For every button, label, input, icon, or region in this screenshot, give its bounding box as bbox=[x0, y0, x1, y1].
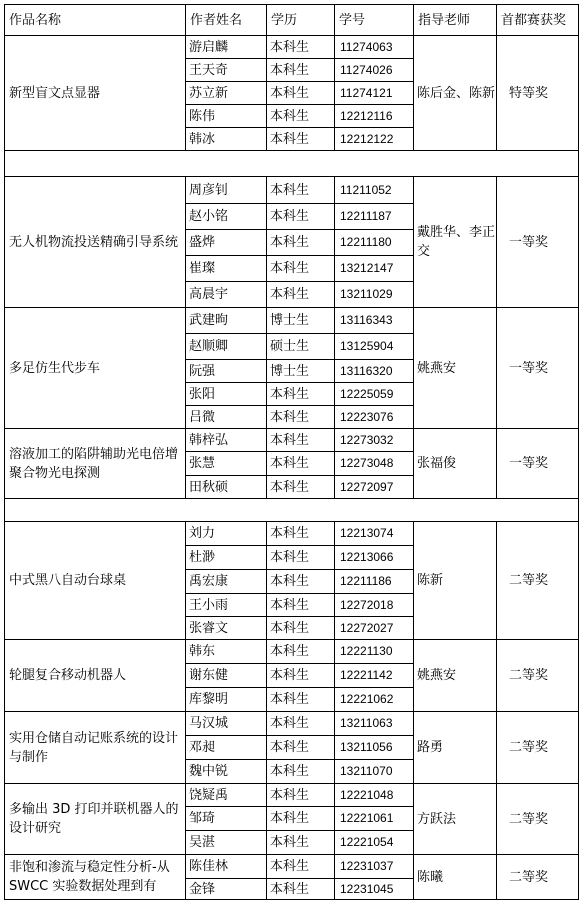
table-row bbox=[5, 429, 579, 452]
member-name: 马汉城 bbox=[186, 712, 267, 736]
member-student-id: 13211070 bbox=[335, 760, 414, 784]
member-name: 韩梓弘 bbox=[186, 429, 267, 452]
project-award: 二等奖 bbox=[497, 640, 579, 712]
project-advisor: 方跃法 bbox=[414, 784, 497, 855]
member-degree: 本科生 bbox=[267, 204, 335, 230]
header-award: 首都赛获奖 bbox=[497, 5, 579, 36]
member-student-id: 12212122 bbox=[335, 128, 414, 151]
table-row bbox=[5, 712, 579, 736]
member-student-id: 13211056 bbox=[335, 736, 414, 760]
member-student-id: 12221062 bbox=[335, 688, 414, 712]
member-degree: 本科生 bbox=[267, 282, 335, 308]
member-student-id: 12211186 bbox=[335, 570, 414, 594]
member-student-id: 12273048 bbox=[335, 452, 414, 476]
member-name: 崔璨 bbox=[186, 256, 267, 282]
member-student-id: 12231037 bbox=[335, 855, 414, 879]
project-award: 一等奖 bbox=[497, 177, 579, 308]
table-row bbox=[5, 855, 579, 879]
member-student-id: 13211063 bbox=[335, 712, 414, 736]
separator-cell bbox=[5, 151, 579, 177]
member-name: 盛烨 bbox=[186, 230, 267, 256]
project-title: 新型盲文点显器 bbox=[5, 36, 186, 151]
member-student-id: 12223076 bbox=[335, 406, 414, 429]
table-row bbox=[5, 522, 579, 546]
member-degree: 本科生 bbox=[267, 383, 335, 406]
header-row bbox=[5, 5, 579, 36]
member-name: 谢东健 bbox=[186, 664, 267, 688]
member-student-id: 12231045 bbox=[335, 879, 414, 900]
project-advisor: 姚燕安 bbox=[414, 640, 497, 712]
separator-row bbox=[5, 151, 579, 177]
project-advisor: 张福俊 bbox=[414, 429, 497, 499]
member-student-id: 11211052 bbox=[335, 177, 414, 204]
member-degree: 本科生 bbox=[267, 760, 335, 784]
member-name: 吕微 bbox=[186, 406, 267, 429]
member-student-id: 12221061 bbox=[335, 807, 414, 831]
member-name: 王天奇 bbox=[186, 59, 267, 82]
member-degree: 本科生 bbox=[267, 664, 335, 688]
member-degree: 本科生 bbox=[267, 617, 335, 640]
member-name: 苏立新 bbox=[186, 82, 267, 105]
member-degree: 本科生 bbox=[267, 522, 335, 546]
member-degree: 本科生 bbox=[267, 831, 335, 855]
member-degree: 博士生 bbox=[267, 360, 335, 383]
member-name: 杜渺 bbox=[186, 546, 267, 570]
member-student-id: 13116343 bbox=[335, 308, 414, 334]
member-student-id: 13125904 bbox=[335, 334, 414, 360]
member-student-id: 12272018 bbox=[335, 594, 414, 617]
project-title: 非饱和渗流与稳定性分析-从 SWCC 实验数据处理到有 bbox=[5, 855, 186, 900]
member-student-id: 12211180 bbox=[335, 230, 414, 256]
member-degree: 本科生 bbox=[267, 570, 335, 594]
award-table bbox=[4, 4, 579, 900]
project-award: 一等奖 bbox=[497, 308, 579, 429]
member-degree: 本科生 bbox=[267, 406, 335, 429]
member-degree: 本科生 bbox=[267, 855, 335, 879]
project-title: 多足仿生代步车 bbox=[5, 308, 186, 429]
member-name: 吴湛 bbox=[186, 831, 267, 855]
project-award: 特等奖 bbox=[497, 36, 579, 151]
header-advisor: 指导老师 bbox=[414, 5, 497, 36]
project-advisor: 姚燕安 bbox=[414, 308, 497, 429]
member-degree: 本科生 bbox=[267, 452, 335, 476]
header-degree: 学历 bbox=[267, 5, 335, 36]
member-degree: 本科生 bbox=[267, 546, 335, 570]
member-name: 陈佳林 bbox=[186, 855, 267, 879]
project-advisor: 戴胜华、李正交 bbox=[414, 177, 497, 308]
award-table-body bbox=[5, 5, 579, 900]
member-name: 邓昶 bbox=[186, 736, 267, 760]
member-name: 库黎明 bbox=[186, 688, 267, 712]
member-name: 张慧 bbox=[186, 452, 267, 476]
member-student-id: 12211187 bbox=[335, 204, 414, 230]
member-degree: 本科生 bbox=[267, 105, 335, 128]
member-student-id: 12221048 bbox=[335, 784, 414, 807]
project-title: 多输出 3D 打印并联机器人的设计研究 bbox=[5, 784, 186, 855]
header-author-name: 作者姓名 bbox=[186, 5, 267, 36]
separator-row bbox=[5, 499, 579, 522]
table-row bbox=[5, 36, 579, 59]
member-degree: 本科生 bbox=[267, 879, 335, 900]
member-name: 阮强 bbox=[186, 360, 267, 383]
member-degree: 本科生 bbox=[267, 688, 335, 712]
member-degree: 本科生 bbox=[267, 784, 335, 807]
table-row bbox=[5, 640, 579, 664]
member-student-id: 12272027 bbox=[335, 617, 414, 640]
member-degree: 本科生 bbox=[267, 807, 335, 831]
project-title: 溶液加工的陷阱辅助光电倍增聚合物光电探测 bbox=[5, 429, 186, 499]
member-degree: 本科生 bbox=[267, 429, 335, 452]
project-title: 无人机物流投送精确引导系统 bbox=[5, 177, 186, 308]
member-degree: 硕士生 bbox=[267, 334, 335, 360]
header-student-id: 学号 bbox=[335, 5, 414, 36]
member-student-id: 13211029 bbox=[335, 282, 414, 308]
member-student-id: 12213066 bbox=[335, 546, 414, 570]
member-student-id: 11274121 bbox=[335, 82, 414, 105]
member-degree: 本科生 bbox=[267, 36, 335, 59]
member-name: 陈伟 bbox=[186, 105, 267, 128]
project-title: 实用仓储自动记账系统的设计与制作 bbox=[5, 712, 186, 784]
project-award: 二等奖 bbox=[497, 855, 579, 900]
member-name: 邹琦 bbox=[186, 807, 267, 831]
project-award: 一等奖 bbox=[497, 429, 579, 499]
separator-cell bbox=[5, 499, 579, 522]
member-name: 金锋 bbox=[186, 879, 267, 900]
member-name: 游启麟 bbox=[186, 36, 267, 59]
member-degree: 本科生 bbox=[267, 256, 335, 282]
member-name: 饶疑禹 bbox=[186, 784, 267, 807]
member-student-id: 13212147 bbox=[335, 256, 414, 282]
member-name: 赵小铭 bbox=[186, 204, 267, 230]
member-degree: 本科生 bbox=[267, 712, 335, 736]
member-degree: 本科生 bbox=[267, 736, 335, 760]
member-name: 张阳 bbox=[186, 383, 267, 406]
member-degree: 本科生 bbox=[267, 230, 335, 256]
project-advisor: 陈曦 bbox=[414, 855, 497, 900]
member-student-id: 12225059 bbox=[335, 383, 414, 406]
member-degree: 博士生 bbox=[267, 308, 335, 334]
member-degree: 本科生 bbox=[267, 594, 335, 617]
member-name: 刘力 bbox=[186, 522, 267, 546]
member-degree: 本科生 bbox=[267, 59, 335, 82]
member-student-id: 11274026 bbox=[335, 59, 414, 82]
member-name: 禹宏康 bbox=[186, 570, 267, 594]
member-name: 高晨宇 bbox=[186, 282, 267, 308]
member-name: 韩东 bbox=[186, 640, 267, 664]
member-degree: 本科生 bbox=[267, 177, 335, 204]
member-student-id: 13116320 bbox=[335, 360, 414, 383]
project-award: 二等奖 bbox=[497, 712, 579, 784]
member-degree: 本科生 bbox=[267, 476, 335, 499]
project-advisor: 路勇 bbox=[414, 712, 497, 784]
table-row bbox=[5, 784, 579, 807]
project-advisor: 陈新 bbox=[414, 522, 497, 640]
project-award: 二等奖 bbox=[497, 784, 579, 855]
member-student-id: 12221130 bbox=[335, 640, 414, 664]
member-name: 韩冰 bbox=[186, 128, 267, 151]
project-title: 中式黑八自动台球桌 bbox=[5, 522, 186, 640]
member-name: 武建昫 bbox=[186, 308, 267, 334]
member-degree: 本科生 bbox=[267, 640, 335, 664]
member-name: 张睿文 bbox=[186, 617, 267, 640]
header-work-name: 作品名称 bbox=[5, 5, 186, 36]
member-student-id: 12212116 bbox=[335, 105, 414, 128]
project-award: 二等奖 bbox=[497, 522, 579, 640]
member-student-id: 12272097 bbox=[335, 476, 414, 499]
table-row bbox=[5, 177, 579, 204]
table-row bbox=[5, 308, 579, 334]
member-degree: 本科生 bbox=[267, 128, 335, 151]
member-student-id: 12273032 bbox=[335, 429, 414, 452]
member-name: 周彦钊 bbox=[186, 177, 267, 204]
member-name: 魏中锐 bbox=[186, 760, 267, 784]
member-degree: 本科生 bbox=[267, 82, 335, 105]
member-name: 王小雨 bbox=[186, 594, 267, 617]
member-name: 赵顺卿 bbox=[186, 334, 267, 360]
member-student-id: 11274063 bbox=[335, 36, 414, 59]
member-student-id: 12213074 bbox=[335, 522, 414, 546]
member-name: 田秋硕 bbox=[186, 476, 267, 499]
project-advisor: 陈后金、陈新 bbox=[414, 36, 497, 151]
project-title: 轮腿复合移动机器人 bbox=[5, 640, 186, 712]
member-student-id: 12221142 bbox=[335, 664, 414, 688]
member-student-id: 12221054 bbox=[335, 831, 414, 855]
